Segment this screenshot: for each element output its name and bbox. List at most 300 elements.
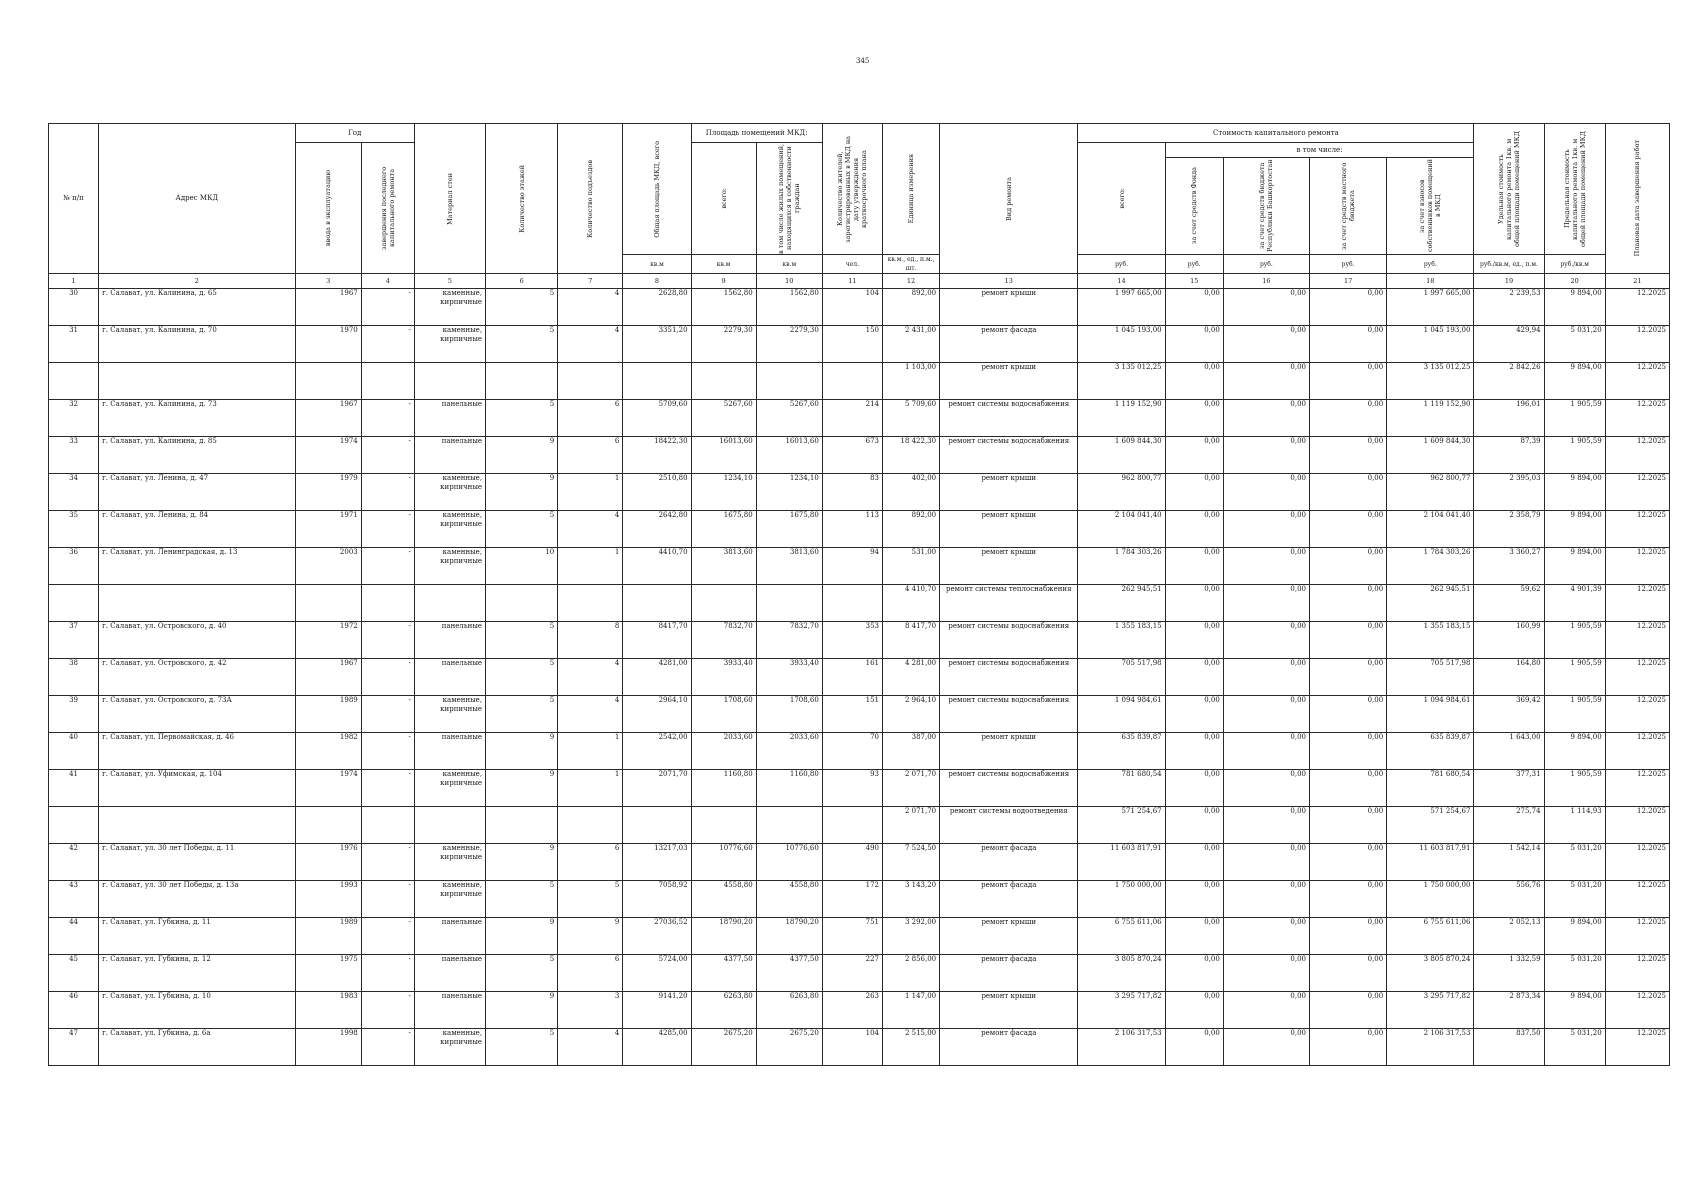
- cell-planned-date: 12.2025: [1605, 511, 1669, 548]
- cell-total-area: 2628,80: [623, 289, 691, 326]
- unit-people: чел.: [822, 255, 882, 274]
- cell-address: [99, 807, 295, 844]
- cell-entrances: 6: [558, 437, 623, 474]
- header-max-cost: Предельная стоимость капитального ремонта 1кв. м общей площади помещений МКД: [1544, 124, 1605, 255]
- cell-floors: 5: [486, 1029, 558, 1066]
- cell-year-last-repair: -: [361, 511, 414, 548]
- cell-floors: [486, 585, 558, 622]
- cell-wall-material: панельные: [414, 437, 485, 474]
- cell-planned-date: 12.2025: [1605, 437, 1669, 474]
- cell-cost-local: 0,00: [1309, 844, 1386, 881]
- cell-wall-material: каменные, кирпичные: [414, 770, 485, 807]
- cell-residents: 751: [822, 918, 882, 955]
- cell-total-area: 2510,80: [623, 474, 691, 511]
- header-num: № п/п: [49, 124, 99, 274]
- cell-total-area: [623, 363, 691, 400]
- cell-cost-fund: 0,00: [1165, 511, 1223, 548]
- cell-cost-owners: 1 997 665,00: [1387, 289, 1474, 326]
- cell-entrances: 4: [558, 659, 623, 696]
- cell-work-type: ремонт крыши: [940, 992, 1078, 1029]
- cell-cost-total: 1 355 183,15: [1078, 622, 1165, 659]
- cell-cost-total: 1 094 984,61: [1078, 696, 1165, 733]
- cell-premises-residential-area: 1675,80: [756, 511, 822, 548]
- cell-row-number: 46: [49, 992, 99, 1029]
- cell-year-last-repair: -: [361, 770, 414, 807]
- unit-rub-local: руб.: [1309, 255, 1386, 274]
- cell-year-commission: [295, 363, 361, 400]
- cell-work-quantity: 2 856,00: [882, 955, 939, 992]
- cell-cost-republic: 0,00: [1223, 548, 1309, 585]
- cell-premises-residential-area: 7832,70: [756, 622, 822, 659]
- cell-premises-area: [691, 363, 756, 400]
- cell-year-commission: 1989: [295, 918, 361, 955]
- cell-floors: 5: [486, 511, 558, 548]
- cell-work-quantity: 2 431,00: [882, 326, 939, 363]
- cell-work-quantity: 531,00: [882, 548, 939, 585]
- cell-work-quantity: 1 147,00: [882, 992, 939, 1029]
- cell-row-number: 40: [49, 733, 99, 770]
- cell-cost-owners: 1 094 984,61: [1387, 696, 1474, 733]
- cell-year-commission: 1974: [295, 437, 361, 474]
- cell-cost-owners: 1 609 844,30: [1387, 437, 1474, 474]
- cell-address: г. Салават, ул. Ленина, д. 84: [99, 511, 295, 548]
- cell-cost-fund: 0,00: [1165, 659, 1223, 696]
- cell-premises-residential-area: 5267,60: [756, 400, 822, 437]
- cell-work-quantity: 5 709,60: [882, 400, 939, 437]
- cell-work-type: ремонт системы водоснабжения: [940, 437, 1078, 474]
- cell-year-commission: 1976: [295, 844, 361, 881]
- cell-work-type: ремонт крыши: [940, 918, 1078, 955]
- cell-year-commission: 2003: [295, 548, 361, 585]
- cell-max-unit-cost: 9 894,00: [1544, 474, 1605, 511]
- cell-total-area: 13217,03: [623, 844, 691, 881]
- cell-floors: 10: [486, 548, 558, 585]
- cell-work-type: ремонт крыши: [940, 548, 1078, 585]
- cell-entrances: 3: [558, 992, 623, 1029]
- cell-total-area: 4285,00: [623, 1029, 691, 1066]
- cell-work-type: ремонт крыши: [940, 289, 1078, 326]
- cell-residents: 353: [822, 622, 882, 659]
- unit-rub-fund: руб.: [1165, 255, 1223, 274]
- cell-year-commission: 1967: [295, 289, 361, 326]
- cell-address: г. Салават, ул. Первомайская, д. 46: [99, 733, 295, 770]
- cell-year-last-repair: -: [361, 289, 414, 326]
- cell-premises-area: 2675,20: [691, 1029, 756, 1066]
- cell-residents: 70: [822, 733, 882, 770]
- cell-year-last-repair: [361, 363, 414, 400]
- cell-cost-owners: 1 045 193,00: [1387, 326, 1474, 363]
- table-row: [49, 585, 1670, 622]
- cell-floors: 5: [486, 881, 558, 918]
- cell-row-number: 43: [49, 881, 99, 918]
- cell-wall-material: каменные, кирпичные: [414, 326, 485, 363]
- cell-year-commission: 1989: [295, 696, 361, 733]
- cell-entrances: [558, 585, 623, 622]
- cell-cost-owners: 1 784 303,26: [1387, 548, 1474, 585]
- cell-residents: 227: [822, 955, 882, 992]
- cell-row-number: 30: [49, 289, 99, 326]
- cell-cost-total: 2 106 317,53: [1078, 1029, 1165, 1066]
- cell-cost-local: 0,00: [1309, 696, 1386, 733]
- cell-year-commission: 1971: [295, 511, 361, 548]
- cell-year-last-repair: -: [361, 622, 414, 659]
- table-row: [49, 326, 1670, 363]
- cell-year-last-repair: -: [361, 400, 414, 437]
- cell-cost-local: 0,00: [1309, 659, 1386, 696]
- cell-cost-owners: 781 680,54: [1387, 770, 1474, 807]
- cell-premises-residential-area: 3813,60: [756, 548, 822, 585]
- cell-cost-fund: 0,00: [1165, 955, 1223, 992]
- cell-cost-total: 1 784 303,26: [1078, 548, 1165, 585]
- header-premises-incl: в том числе жилых помещений, находящихся в собственности граждан: [756, 143, 822, 255]
- header-address: Адрес МКД: [99, 124, 295, 274]
- cell-premises-area: 3933,40: [691, 659, 756, 696]
- cell-floors: 9: [486, 770, 558, 807]
- cell-year-last-repair: -: [361, 992, 414, 1029]
- cell-cost-total: 3 135 012,25: [1078, 363, 1165, 400]
- cell-planned-date: 12.2025: [1605, 400, 1669, 437]
- cell-row-number: 42: [49, 844, 99, 881]
- cell-entrances: 4: [558, 696, 623, 733]
- cell-year-commission: 1974: [295, 770, 361, 807]
- cell-year-last-repair: -: [361, 659, 414, 696]
- table-row: [49, 400, 1670, 437]
- cell-cost-owners: 705 517,98: [1387, 659, 1474, 696]
- cell-address: г. Салават, ул. Уфимская, д. 104: [99, 770, 295, 807]
- cell-cost-local: 0,00: [1309, 622, 1386, 659]
- cell-cost-fund: 0,00: [1165, 400, 1223, 437]
- cell-residents: 104: [822, 289, 882, 326]
- cell-planned-date: 12.2025: [1605, 474, 1669, 511]
- cell-planned-date: 12.2025: [1605, 881, 1669, 918]
- col-number: 14: [1078, 274, 1165, 289]
- cell-year-last-repair: -: [361, 326, 414, 363]
- capital-repair-table: [48, 123, 1670, 1066]
- cell-residents: [822, 807, 882, 844]
- cell-cost-fund: 0,00: [1165, 770, 1223, 807]
- cell-cost-fund: 0,00: [1165, 474, 1223, 511]
- cell-planned-date: 12.2025: [1605, 807, 1669, 844]
- table-body: [49, 289, 1670, 1066]
- cell-premises-area: 18790,20: [691, 918, 756, 955]
- cell-cost-owners: 3 295 717,82: [1387, 992, 1474, 1029]
- cell-residents: 161: [822, 659, 882, 696]
- cell-entrances: [558, 363, 623, 400]
- cell-premises-area: 4377,50: [691, 955, 756, 992]
- header-cost-republic: за счет средств бюджета Республики Башкортостан: [1223, 158, 1309, 255]
- cell-entrances: 5: [558, 881, 623, 918]
- cell-max-unit-cost: 9 894,00: [1544, 548, 1605, 585]
- cell-cost-owners: 3 805 870,24: [1387, 955, 1474, 992]
- cell-total-area: 27036,52: [623, 918, 691, 955]
- cell-wall-material: панельные: [414, 918, 485, 955]
- cell-cost-total: 1 045 193,00: [1078, 326, 1165, 363]
- cell-cost-republic: 0,00: [1223, 844, 1309, 881]
- cell-planned-date: 12.2025: [1605, 289, 1669, 326]
- cell-row-number: [49, 807, 99, 844]
- cell-total-area: 18422,30: [623, 437, 691, 474]
- cell-year-commission: 1998: [295, 1029, 361, 1066]
- cell-unit-cost: 1 542,14: [1474, 844, 1544, 881]
- cell-row-number: 32: [49, 400, 99, 437]
- cell-cost-fund: 0,00: [1165, 918, 1223, 955]
- table-row: [49, 289, 1670, 326]
- cell-floors: 5: [486, 622, 558, 659]
- cell-wall-material: каменные, кирпичные: [414, 696, 485, 733]
- cell-total-area: 5724,00: [623, 955, 691, 992]
- cell-cost-owners: 635 839,87: [1387, 733, 1474, 770]
- cell-premises-residential-area: 10776,60: [756, 844, 822, 881]
- col-number: 21: [1605, 274, 1669, 289]
- cell-wall-material: панельные: [414, 622, 485, 659]
- cell-wall-material: панельные: [414, 659, 485, 696]
- cell-row-number: 31: [49, 326, 99, 363]
- table-row: [49, 733, 1670, 770]
- cell-address: г. Салават, ул. Губкина, д. 6а: [99, 1029, 295, 1066]
- cell-residents: 673: [822, 437, 882, 474]
- cell-planned-date: 12.2025: [1605, 770, 1669, 807]
- cell-cost-local: 0,00: [1309, 400, 1386, 437]
- cell-cost-total: 3 295 717,82: [1078, 992, 1165, 1029]
- cell-work-type: ремонт системы теплоснабжения: [940, 585, 1078, 622]
- col-number: 7: [558, 274, 623, 289]
- cell-cost-fund: 0,00: [1165, 289, 1223, 326]
- cell-year-commission: 1979: [295, 474, 361, 511]
- cell-year-commission: 1970: [295, 326, 361, 363]
- cell-work-quantity: 18 422,30: [882, 437, 939, 474]
- cell-entrances: 6: [558, 400, 623, 437]
- cell-address: г. Салават, ул. 30 лет Победы, д. 11: [99, 844, 295, 881]
- cell-cost-local: 0,00: [1309, 955, 1386, 992]
- cell-entrances: 4: [558, 1029, 623, 1066]
- table-row: [49, 918, 1670, 955]
- cell-floors: 5: [486, 326, 558, 363]
- cell-cost-republic: 0,00: [1223, 474, 1309, 511]
- cell-cost-total: 262 945,51: [1078, 585, 1165, 622]
- cell-cost-republic: 0,00: [1223, 622, 1309, 659]
- cell-row-number: [49, 585, 99, 622]
- cell-planned-date: 12.2025: [1605, 844, 1669, 881]
- col-number: 19: [1474, 274, 1544, 289]
- cell-address: г. Салават, ул. Калинина, д. 70: [99, 326, 295, 363]
- cell-residents: 490: [822, 844, 882, 881]
- cell-cost-owners: 6 755 611,06: [1387, 918, 1474, 955]
- cell-floors: 9: [486, 437, 558, 474]
- cell-premises-residential-area: 4558,80: [756, 881, 822, 918]
- cell-cost-fund: 0,00: [1165, 807, 1223, 844]
- cell-cost-local: 0,00: [1309, 770, 1386, 807]
- cell-residents: 263: [822, 992, 882, 1029]
- header-year-commission: ввода в эксплуатацию: [295, 143, 361, 274]
- cell-year-commission: [295, 807, 361, 844]
- cell-cost-fund: 0,00: [1165, 437, 1223, 474]
- cell-unit-cost: 1 643,00: [1474, 733, 1544, 770]
- cell-cost-republic: 0,00: [1223, 659, 1309, 696]
- cell-unit-cost: 2 395,03: [1474, 474, 1544, 511]
- cell-cost-local: 0,00: [1309, 733, 1386, 770]
- cell-unit-cost: 2 358,79: [1474, 511, 1544, 548]
- cell-max-unit-cost: 1 114,93: [1544, 807, 1605, 844]
- cell-premises-area: 1562,80: [691, 289, 756, 326]
- cell-unit-cost: 2 239,53: [1474, 289, 1544, 326]
- cell-premises-area: 2033,60: [691, 733, 756, 770]
- cell-wall-material: каменные, кирпичные: [414, 474, 485, 511]
- col-number: 15: [1165, 274, 1223, 289]
- header-cost-fund: за счет средств Фонда: [1165, 158, 1223, 255]
- cell-cost-total: 571 254,67: [1078, 807, 1165, 844]
- unit-rub-unit-cost: руб./кв.м, ед., п.м.: [1474, 255, 1544, 274]
- cell-entrances: 6: [558, 955, 623, 992]
- cell-work-quantity: 2 515,00: [882, 1029, 939, 1066]
- cell-cost-local: 0,00: [1309, 548, 1386, 585]
- cell-max-unit-cost: 5 031,20: [1544, 881, 1605, 918]
- cell-premises-residential-area: [756, 585, 822, 622]
- cell-planned-date: 12.2025: [1605, 955, 1669, 992]
- cell-address: г. Салават, ул. Губкина, д. 10: [99, 992, 295, 1029]
- cell-cost-republic: 0,00: [1223, 1029, 1309, 1066]
- cell-residents: 94: [822, 548, 882, 585]
- cell-unit-cost: 275,74: [1474, 807, 1544, 844]
- cell-cost-republic: 0,00: [1223, 289, 1309, 326]
- cell-total-area: 5709,60: [623, 400, 691, 437]
- table-row: [49, 696, 1670, 733]
- cell-cost-owners: 2 106 317,53: [1387, 1029, 1474, 1066]
- cell-unit-cost: 556,76: [1474, 881, 1544, 918]
- cell-work-quantity: 8 417,70: [882, 622, 939, 659]
- cell-work-quantity: 4 410,70: [882, 585, 939, 622]
- cell-wall-material: [414, 585, 485, 622]
- header-unit-cost: Удельная стоимость капитального ремонта 1кв. м общей площади помещений МКД: [1474, 124, 1544, 255]
- cell-cost-republic: 0,00: [1223, 696, 1309, 733]
- cell-floors: 9: [486, 844, 558, 881]
- header-year-group: Год: [295, 124, 414, 143]
- cell-year-last-repair: -: [361, 881, 414, 918]
- cell-cost-local: 0,00: [1309, 918, 1386, 955]
- cell-max-unit-cost: 9 894,00: [1544, 733, 1605, 770]
- cell-year-last-repair: -: [361, 474, 414, 511]
- header-cost-owners: за счет взносов собственников помещений в МКД: [1387, 158, 1474, 255]
- header-cost-local: за счет средств местного бюджета: [1309, 158, 1386, 255]
- cell-wall-material: каменные, кирпичные: [414, 1029, 485, 1066]
- col-number: 18: [1387, 274, 1474, 289]
- cell-premises-area: 1675,80: [691, 511, 756, 548]
- cell-cost-republic: 0,00: [1223, 585, 1309, 622]
- header-unit: Единица измерения: [882, 124, 939, 255]
- cell-cost-local: 0,00: [1309, 474, 1386, 511]
- cell-planned-date: 12.2025: [1605, 1029, 1669, 1066]
- cell-work-type: ремонт фасада: [940, 326, 1078, 363]
- cell-wall-material: панельные: [414, 400, 485, 437]
- cell-unit-cost: 87,39: [1474, 437, 1544, 474]
- cell-floors: 5: [486, 400, 558, 437]
- cell-year-last-repair: -: [361, 548, 414, 585]
- cell-residents: 172: [822, 881, 882, 918]
- cell-work-quantity: 387,00: [882, 733, 939, 770]
- cell-cost-total: 781 680,54: [1078, 770, 1165, 807]
- cell-cost-total: 1 609 844,30: [1078, 437, 1165, 474]
- table-row: [49, 363, 1670, 400]
- cell-premises-residential-area: [756, 807, 822, 844]
- cell-floors: 9: [486, 474, 558, 511]
- col-number: 3: [295, 274, 361, 289]
- col-number: 20: [1544, 274, 1605, 289]
- cell-total-area: 2964,10: [623, 696, 691, 733]
- cell-work-type: ремонт фасада: [940, 844, 1078, 881]
- col-number: 2: [99, 274, 295, 289]
- cell-max-unit-cost: 5 031,20: [1544, 1029, 1605, 1066]
- cell-cost-total: 1 119 152,90: [1078, 400, 1165, 437]
- header-total-area: Общая площадь МКД, всего: [623, 124, 691, 255]
- cell-max-unit-cost: 1 905,59: [1544, 400, 1605, 437]
- cell-cost-republic: 0,00: [1223, 992, 1309, 1029]
- cell-planned-date: 12.2025: [1605, 992, 1669, 1029]
- cell-work-type: ремонт системы водоснабжения: [940, 400, 1078, 437]
- cell-premises-residential-area: 1234,10: [756, 474, 822, 511]
- cell-cost-local: 0,00: [1309, 437, 1386, 474]
- cell-cost-republic: 0,00: [1223, 881, 1309, 918]
- col-number: 11: [822, 274, 882, 289]
- cell-cost-total: 6 755 611,06: [1078, 918, 1165, 955]
- table-row: [49, 881, 1670, 918]
- col-number: 9: [691, 274, 756, 289]
- cell-floors: [486, 363, 558, 400]
- cell-unit-cost: 164,80: [1474, 659, 1544, 696]
- header-premises-total: всего:: [691, 143, 756, 255]
- cell-cost-local: 0,00: [1309, 363, 1386, 400]
- cell-max-unit-cost: 4 901,39: [1544, 585, 1605, 622]
- unit-rub-republic: руб.: [1223, 255, 1309, 274]
- cell-total-area: 2542,00: [623, 733, 691, 770]
- cell-max-unit-cost: 1 905,59: [1544, 696, 1605, 733]
- cell-planned-date: 12.2025: [1605, 696, 1669, 733]
- cell-address: г. Салават, ул. Островского, д. 42: [99, 659, 295, 696]
- cell-cost-fund: 0,00: [1165, 696, 1223, 733]
- table-row: [49, 770, 1670, 807]
- cell-total-area: 4410,70: [623, 548, 691, 585]
- cell-row-number: 45: [49, 955, 99, 992]
- cell-floors: 9: [486, 733, 558, 770]
- cell-max-unit-cost: 1 905,59: [1544, 659, 1605, 696]
- cell-cost-fund: 0,00: [1165, 548, 1223, 585]
- cell-row-number: 36: [49, 548, 99, 585]
- cell-cost-republic: 0,00: [1223, 437, 1309, 474]
- cell-work-quantity: 3 143,20: [882, 881, 939, 918]
- cell-entrances: 4: [558, 289, 623, 326]
- cell-max-unit-cost: 5 031,20: [1544, 844, 1605, 881]
- cell-year-commission: 1983: [295, 992, 361, 1029]
- cell-entrances: [558, 807, 623, 844]
- cell-year-commission: 1972: [295, 622, 361, 659]
- cell-premises-residential-area: 1160,80: [756, 770, 822, 807]
- cell-total-area: 2642,80: [623, 511, 691, 548]
- cell-wall-material: каменные, кирпичные: [414, 844, 485, 881]
- header-planned-date: Плановая дата завершения работ: [1605, 124, 1669, 274]
- cell-year-last-repair: -: [361, 844, 414, 881]
- cell-cost-total: 2 104 041,40: [1078, 511, 1165, 548]
- cell-address: г. Салават, ул. Островского, д. 40: [99, 622, 295, 659]
- cell-entrances: 1: [558, 548, 623, 585]
- cell-unit-cost: 1 332,59: [1474, 955, 1544, 992]
- cell-cost-total: 11 603 817,91: [1078, 844, 1165, 881]
- cell-work-quantity: 3 292,00: [882, 918, 939, 955]
- cell-premises-residential-area: 2675,20: [756, 1029, 822, 1066]
- cell-cost-fund: 0,00: [1165, 844, 1223, 881]
- cell-max-unit-cost: 9 894,00: [1544, 918, 1605, 955]
- cell-cost-fund: 0,00: [1165, 585, 1223, 622]
- col-number: 4: [361, 274, 414, 289]
- cell-cost-local: 0,00: [1309, 585, 1386, 622]
- table-row: [49, 548, 1670, 585]
